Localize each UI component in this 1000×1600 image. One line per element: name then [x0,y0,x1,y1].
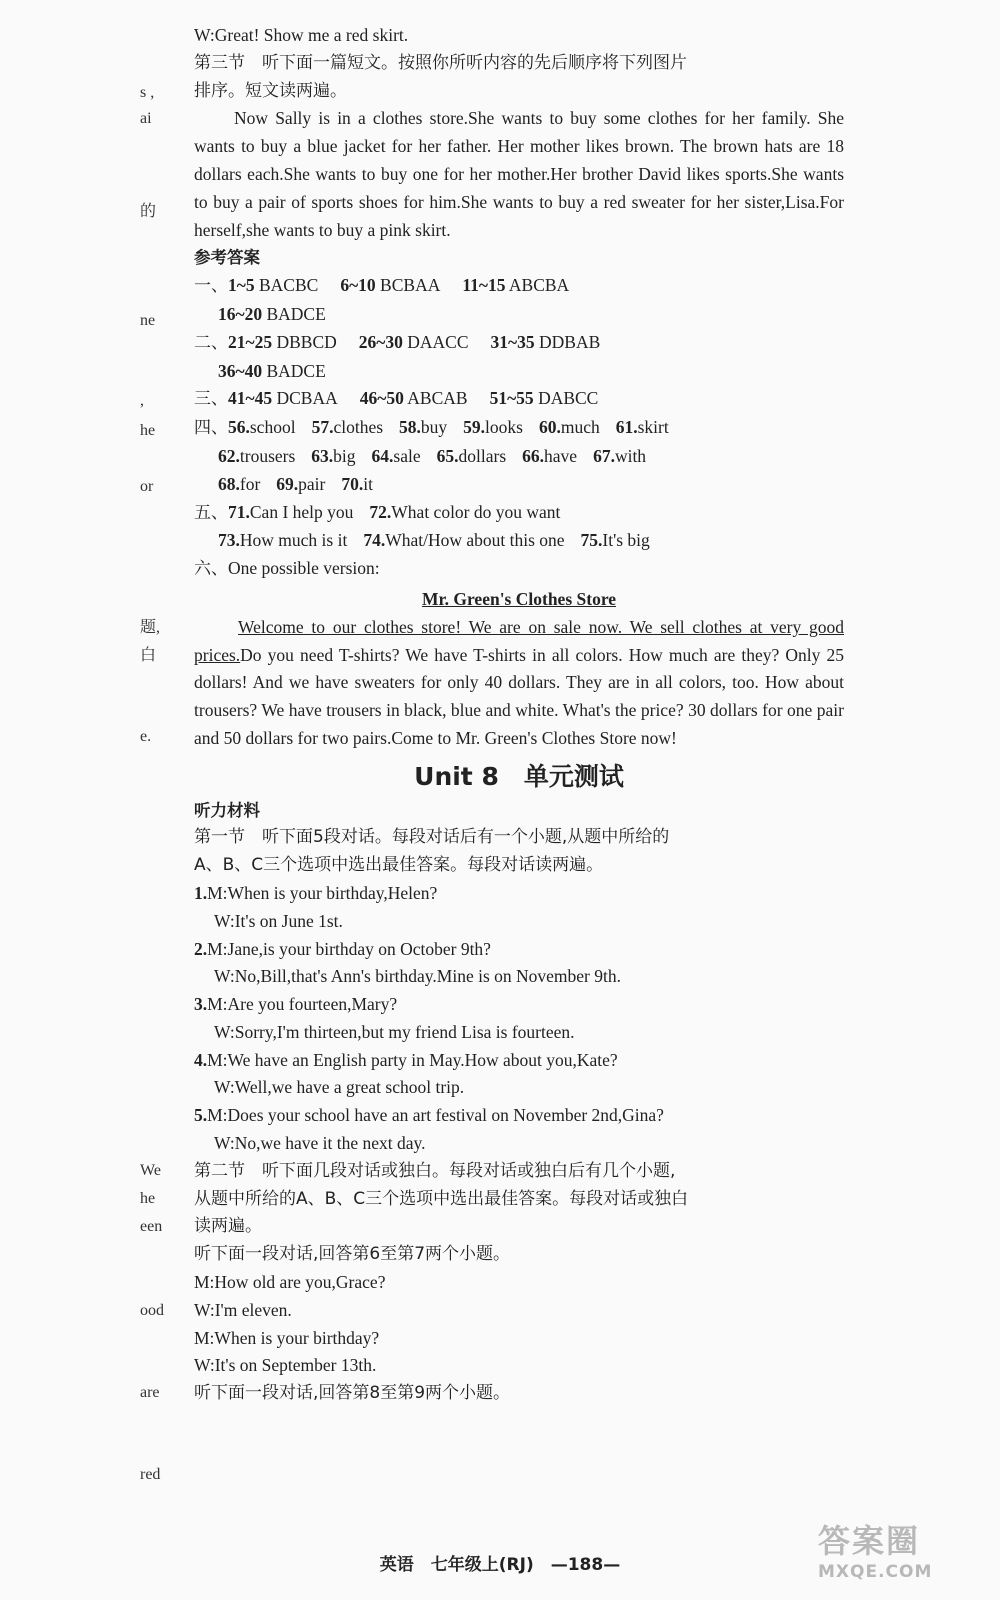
dialog-line: W:No,Bill,that's Ann's birthday.Mine is on November 9th. [214,966,621,987]
answer-row [194,329,844,358]
answer-row [194,414,844,443]
dialog-number: 5. [194,1105,208,1126]
watermark-logo [818,1516,978,1586]
answer-label: One possible version: [228,558,380,579]
answer-number: 63. [311,445,334,466]
page-content [194,22,844,1408]
answer-phrase: What/How about this one [385,530,565,551]
answer-row [194,443,844,471]
answers-heading: 参考答案 [194,248,260,268]
section-instruction: 第三节 听下面一篇短文。按照你所听内容的先后顺序将下列图片 [194,52,687,73]
answer-word: much [560,417,600,438]
answer-word: have [544,445,578,466]
section-instruction: 第二节 听下面几段对话或独白。每段对话或独白后有几个小题, [194,1160,676,1181]
answer-range: 31~35 [490,331,535,352]
margin-fragment: 的 [140,203,157,220]
answer-word: dollars [458,445,507,466]
answer-key: BCBAA [380,275,441,296]
essay-text: Do you need T-shirts? We have T-shirts in all colors. How much are they? Only 25 dollars! And we have sweaters for only 40 dollars. They are in all colors, too. How about trousers? We have trousers in black, blue and white. What's the price? 30 dollars for one pair and 50 dollars for two pairs.Come to Mr. Green's Clothes Store now! [194,644,844,748]
answer-number: 73. [218,530,240,551]
answer-row [194,272,844,301]
answer-number: 56. [228,417,250,438]
answer-word: for [239,473,261,494]
answer-number: 60. [538,417,561,438]
dialog-line: M:When is your birthday? [194,1327,380,1348]
answer-word: school [249,417,296,438]
answer-number: 62. [218,445,240,466]
dialog-line [194,991,844,1019]
answer-phrase: What color do you want [391,501,561,522]
margin-fragment: ai [140,110,152,127]
margin-fragment: ne [140,312,156,329]
margin-fragment: red [140,1466,161,1483]
dialog-line [194,1102,844,1130]
passage: Now Sally is in a clothes store.She wants to buy some clothes for her family. She wants to buy a blue jacket for her father. Her mother likes brown. The brown hats are 18 dollars each.She wants to buy one for her mother.Her brother David likes sports.She wants to buy a pair of sports shoes for him.She wants to buy a red sweater for her sister,Lisa.For herself,she wants to buy a pink skirt. [194,108,844,240]
dialog-line: W:Well,we have a great school trip. [214,1077,465,1098]
answer-row [194,301,844,329]
answer-row [194,499,844,528]
answer-key: DABCC [538,388,599,409]
answer-number: 58. [399,417,421,438]
watermark-url: MXQE.COM [818,1562,933,1582]
answer-number: 71. [228,501,250,522]
answer-section-number: 二、 [194,332,228,353]
dialog-line [194,880,844,908]
dialog-line: W:No,we have it the next day. [214,1133,426,1154]
answer-key: DCBAA [276,388,338,409]
answer-word: sale [393,445,421,466]
dialog-line: W:I'm eleven. [194,1299,292,1320]
dialog-text: M:We have an English party in May.How about you,Kate? [207,1049,618,1070]
answer-word: big [333,445,356,466]
margin-fragment: are [140,1384,160,1401]
margin-fragment: 白 [140,647,157,664]
answer-number: 74. [363,530,386,551]
answer-phrase: It's big [602,530,650,551]
answer-section-number: 六、 [194,559,228,580]
dialog-number: 2. [194,938,208,959]
answer-key: ABCAB [407,388,468,409]
answer-number: 59. [463,417,486,438]
answer-word: skirt [637,417,669,438]
essay-underlined: Welcome to our clothes store! We are on sale now. We sell clothes at very good prices. [194,616,844,665]
margin-fragment: , [140,392,144,409]
question-instruction: 听下面一段对话,回答第6至第7两个小题。 [194,1244,511,1265]
answer-range: 16~20 [218,303,263,324]
answer-number: 65. [436,445,459,466]
section-instruction: 排序。短文读两遍。 [194,80,347,101]
answer-row [194,385,844,414]
section-instruction: A、B、C三个选项中选出最佳答案。每段对话读两遍。 [194,855,604,876]
answer-number: 57. [311,417,334,438]
dialog-number: 4. [194,1049,208,1070]
margin-fragment: ood [140,1302,164,1319]
answer-row [194,527,844,555]
answer-row [194,471,844,499]
dialog-line [194,1047,844,1075]
answer-section-number: 四、 [194,418,228,439]
answer-number: 69. [276,473,299,494]
answer-phrase: How much is it [239,530,348,551]
answer-number: 64. [371,445,394,466]
question-instruction: 听下面一段对话,回答第8至第9两个小题。 [194,1383,511,1404]
answer-word: buy [420,417,448,438]
answer-word: with [614,445,647,466]
dialog-line [194,936,844,964]
answer-section-number: 一、 [194,276,228,297]
dialog-text: M:Does your school have an art festival on November 2nd,Gina? [207,1105,664,1126]
dialog-text: M:Are you fourteen,Mary? [207,994,398,1015]
essay-title: Mr. Green's Clothes Store [421,588,617,609]
margin-fragment: een [140,1218,163,1235]
unit-title: Unit 8 单元测试 [414,761,624,791]
answer-key: DDBAB [539,331,601,352]
answer-word: trousers [239,445,296,466]
answer-number: 72. [369,501,392,522]
margin-fragment: s , [140,84,155,101]
margin-fragment: We [140,1162,161,1179]
section-instruction: 从题中所给的A、B、C三个选项中选出最佳答案。每段对话或独白 [194,1188,689,1209]
dialog-line: W:Great! Show me a red skirt. [194,25,409,45]
section-instruction: 第一节 听下面5段对话。每段对话后有一个小题,从题中所给的 [194,827,670,848]
answer-section-number: 三、 [194,389,228,410]
margin-fragment: e. [140,728,152,745]
answer-row [194,358,844,386]
answer-word: pair [298,473,326,494]
page-footer: 英语 七年级上(RJ) —188— [379,1555,621,1575]
answer-key: ABCBA [508,275,570,296]
margin-fragment: he [140,1190,156,1207]
dialog-number: 3. [194,994,208,1015]
answer-number: 68. [218,473,240,494]
answer-key: BADCE [266,360,326,381]
answer-key: DAACC [407,331,469,352]
answer-range: 41~45 [228,388,273,409]
margin-fragment: 题, [140,619,161,636]
answer-range: 6~10 [340,275,376,296]
watermark-text: 答案圈 [818,1522,921,1560]
answer-key: BADCE [266,303,326,324]
answer-word: clothes [333,417,384,438]
margin-fragment: or [140,478,154,495]
answer-number: 66. [522,445,545,466]
dialog-line: M:How old are you,Grace? [194,1272,386,1293]
answer-key: BACBC [258,275,319,296]
dialog-line: W:Sorry,I'm thirteen,but my friend Lisa is fourteen. [214,1021,575,1042]
answer-number: 75. [580,530,603,551]
answer-range: 36~40 [218,360,263,381]
answer-section-number: 五、 [194,502,228,523]
essay-body [194,614,844,753]
answer-range: 26~30 [358,331,403,352]
answer-range: 21~25 [228,331,273,352]
answer-number: 61. [615,417,638,438]
listening-heading: 听力材料 [194,800,260,820]
section-instruction: 读两遍。 [194,1216,262,1237]
answer-range: 11~15 [462,275,506,296]
answer-range: 46~50 [359,388,404,409]
answer-word: looks [485,417,523,438]
answer-word: it [363,473,373,494]
dialog-text: M:Jane,is your birthday on October 9th? [207,938,491,959]
answer-number: 67. [593,445,615,466]
answer-phrase: Can I help you [249,501,354,522]
dialog-text: M:When is your birthday,Helen? [207,882,438,903]
answer-row [194,555,844,584]
answer-key: DBBCD [276,331,337,352]
dialog-line: W:It's on June 1st. [214,910,343,931]
answer-number: 70. [341,473,364,494]
dialog-number: 1. [194,882,208,903]
margin-fragment: he [140,422,156,439]
dialog-line: W:It's on September 13th. [194,1355,377,1376]
answer-range: 51~55 [489,388,534,409]
answer-range: 1~5 [228,275,255,296]
